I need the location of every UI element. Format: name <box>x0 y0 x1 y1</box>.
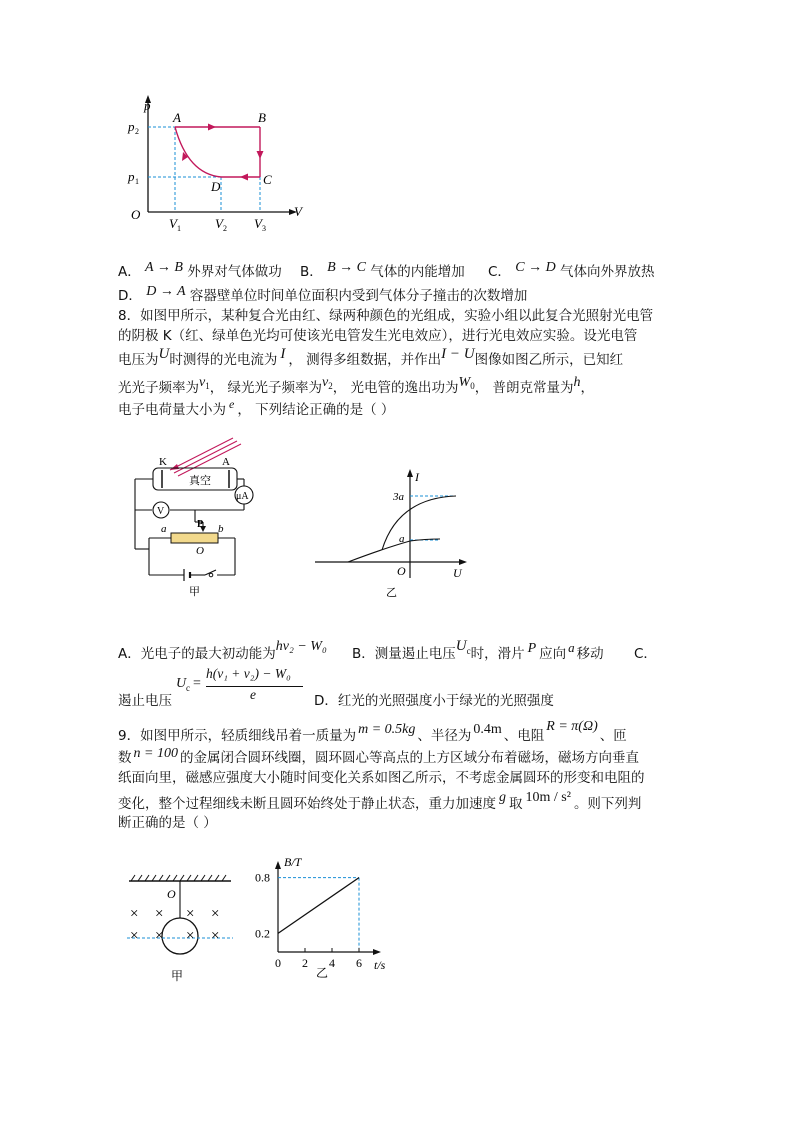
point-a-label: A <box>173 110 181 125</box>
q9-line-3: 纸面向里，磁感应强度大小随时间变化关系如图乙所示，不考虑金属圆环的形变和电阻的 <box>118 770 645 786</box>
q8-option-c-label: 遏止电压 <box>118 693 172 709</box>
iu-graph <box>310 466 480 600</box>
x-tick-label: 2 <box>302 956 308 970</box>
midpoint-o-label: O <box>196 545 204 557</box>
q9-line-2: 数 n = 100 的金属闭合圆环线圈，圆环圆心等高点的上方区域分布着磁场，磁场方向垂直 <box>118 746 639 766</box>
field-cross-mark: × <box>211 928 220 944</box>
photoelectric-circuit <box>125 432 275 600</box>
q8-line-3: 电压为U时测得的光电流为 I ， 测得多组数据，并作出I − U图像如图乙所示，已知红 <box>118 346 624 368</box>
q7-a-math: A → B <box>145 260 183 275</box>
figure-yi-caption: 乙 <box>316 966 329 980</box>
v2-sub: 2 <box>223 224 227 233</box>
field-cross-mark: × <box>155 906 164 922</box>
x-tick-label: 6 <box>356 956 362 970</box>
y-tick-label: 0.8 <box>255 870 270 885</box>
q8-option-c-prefix: C． <box>634 646 657 662</box>
q7-option-a: A． A → B 外界对气体做功 <box>118 260 282 280</box>
anode-a-label: A <box>222 456 230 468</box>
field-cross-mark: × <box>211 906 220 922</box>
end-b-label: b <box>218 523 224 535</box>
q7-c-math: C → D <box>515 260 556 275</box>
v3-sub: 3 <box>262 224 266 233</box>
point-b-label: B <box>258 110 266 125</box>
microammeter-label: μA <box>236 491 249 502</box>
v-axis-label: V <box>294 204 302 219</box>
p1-sub: 1 <box>135 177 139 186</box>
q7-option-c: C． C → D 气体向外界放热 <box>488 260 655 280</box>
field-cross-mark: × <box>186 928 195 944</box>
p-axis-label: p <box>144 98 151 113</box>
q8-option-d: D．红光的光照强度小于绿光的光照强度 <box>314 693 554 709</box>
x-tick-label: 0 <box>275 956 281 970</box>
voltmeter-label: V <box>157 506 165 517</box>
origin-o-label: O <box>397 564 406 578</box>
b-t-chart <box>252 852 402 984</box>
q8-line-4: 光光子频率为$v^1$， 绿光光子频率为$v^2$， 光电管的逸出功为$W^0$， 普朗克常量为h， <box>118 375 594 396</box>
slider-p-label: P <box>197 519 204 530</box>
q8-option-c-formula: U c = h(v₁ + v₂) − W₀ e <box>176 666 306 706</box>
u-axis-label: U <box>453 566 462 580</box>
y-axis-label: B/T <box>284 855 302 869</box>
x-tick-label: 4 <box>329 956 335 970</box>
field-cross-mark: × <box>130 928 139 944</box>
p2-label: p <box>128 119 135 134</box>
figure-jia-caption: 甲 <box>171 969 184 983</box>
v1-label: V <box>169 216 177 231</box>
q9-line-5: 断正确的是（ ） <box>118 815 217 831</box>
pv-diagram <box>120 92 310 237</box>
a-label: a <box>399 533 405 545</box>
i-axis-label: I <box>415 470 419 484</box>
point-d-label: D <box>211 179 221 194</box>
b-t-line-segment <box>278 878 359 934</box>
p1-label: p <box>128 169 135 184</box>
q9-line-1: 9．如图甲所示，轻质细线吊着一质量为 m = 0.5kg 、半径为 0.4m 、电阻R = π(Ω)、匝 <box>118 719 627 744</box>
v3-label: V <box>254 216 262 231</box>
pivot-o-label: O <box>167 887 176 901</box>
q7-b-math: B → C <box>327 260 366 275</box>
v2-label: V <box>215 216 223 231</box>
v1-sub: 1 <box>177 224 181 233</box>
q9-line-4: 变化，整个过程细线未断且圆环始终处于静止状态，重力加速度 g 取 10m / s² 。则下列判 <box>118 790 642 812</box>
three-a-label: 3a <box>393 491 404 503</box>
cathode-k-label: K <box>159 456 167 468</box>
field-cross-mark: × <box>155 928 164 944</box>
q8-line-2: 的阴极 K（红、绿单色光均可使该光电管发生光电效应），进行光电效应实验。设光电管 <box>118 328 638 344</box>
field-cross-mark: × <box>130 906 139 922</box>
figure-yi-caption: 乙 <box>386 587 397 599</box>
q8-line-5: 电子电荷量大小为 e ， 下列结论正确的是（ ） <box>118 397 395 418</box>
q8-option-b: B．测量遏止电压$U^c$时，滑片 P 应向 a 移动 <box>352 638 604 662</box>
q7-option-d: D． D → A 容器壁单位时间单位面积内受到气体分子撞击的次数增加 <box>118 284 528 304</box>
q7-option-b: B． B → C 气体的内能增加 <box>300 260 465 280</box>
origin-label: O <box>131 207 141 222</box>
y-tick-label: 0.2 <box>255 926 270 941</box>
field-cross-mark: × <box>186 906 195 922</box>
point-c-label: C <box>263 172 272 187</box>
figure-jia-caption: 甲 <box>189 586 200 598</box>
q8-option-a: A．光电子的最大初动能为hv₂ − W₀ <box>118 639 327 662</box>
q8-line-1: 8．如图甲所示，某种复合光由红、绿两种颜色的光组成，实验小组以此复合光照射光电管 <box>118 308 654 324</box>
vacuum-label: 真空 <box>189 475 211 487</box>
p2-sub: 2 <box>135 127 139 136</box>
ring-in-field-diagram <box>125 872 237 986</box>
q7-d-math: D → A <box>146 284 186 299</box>
x-axis-label: t/s <box>374 958 386 972</box>
end-a-label: a <box>161 523 167 535</box>
